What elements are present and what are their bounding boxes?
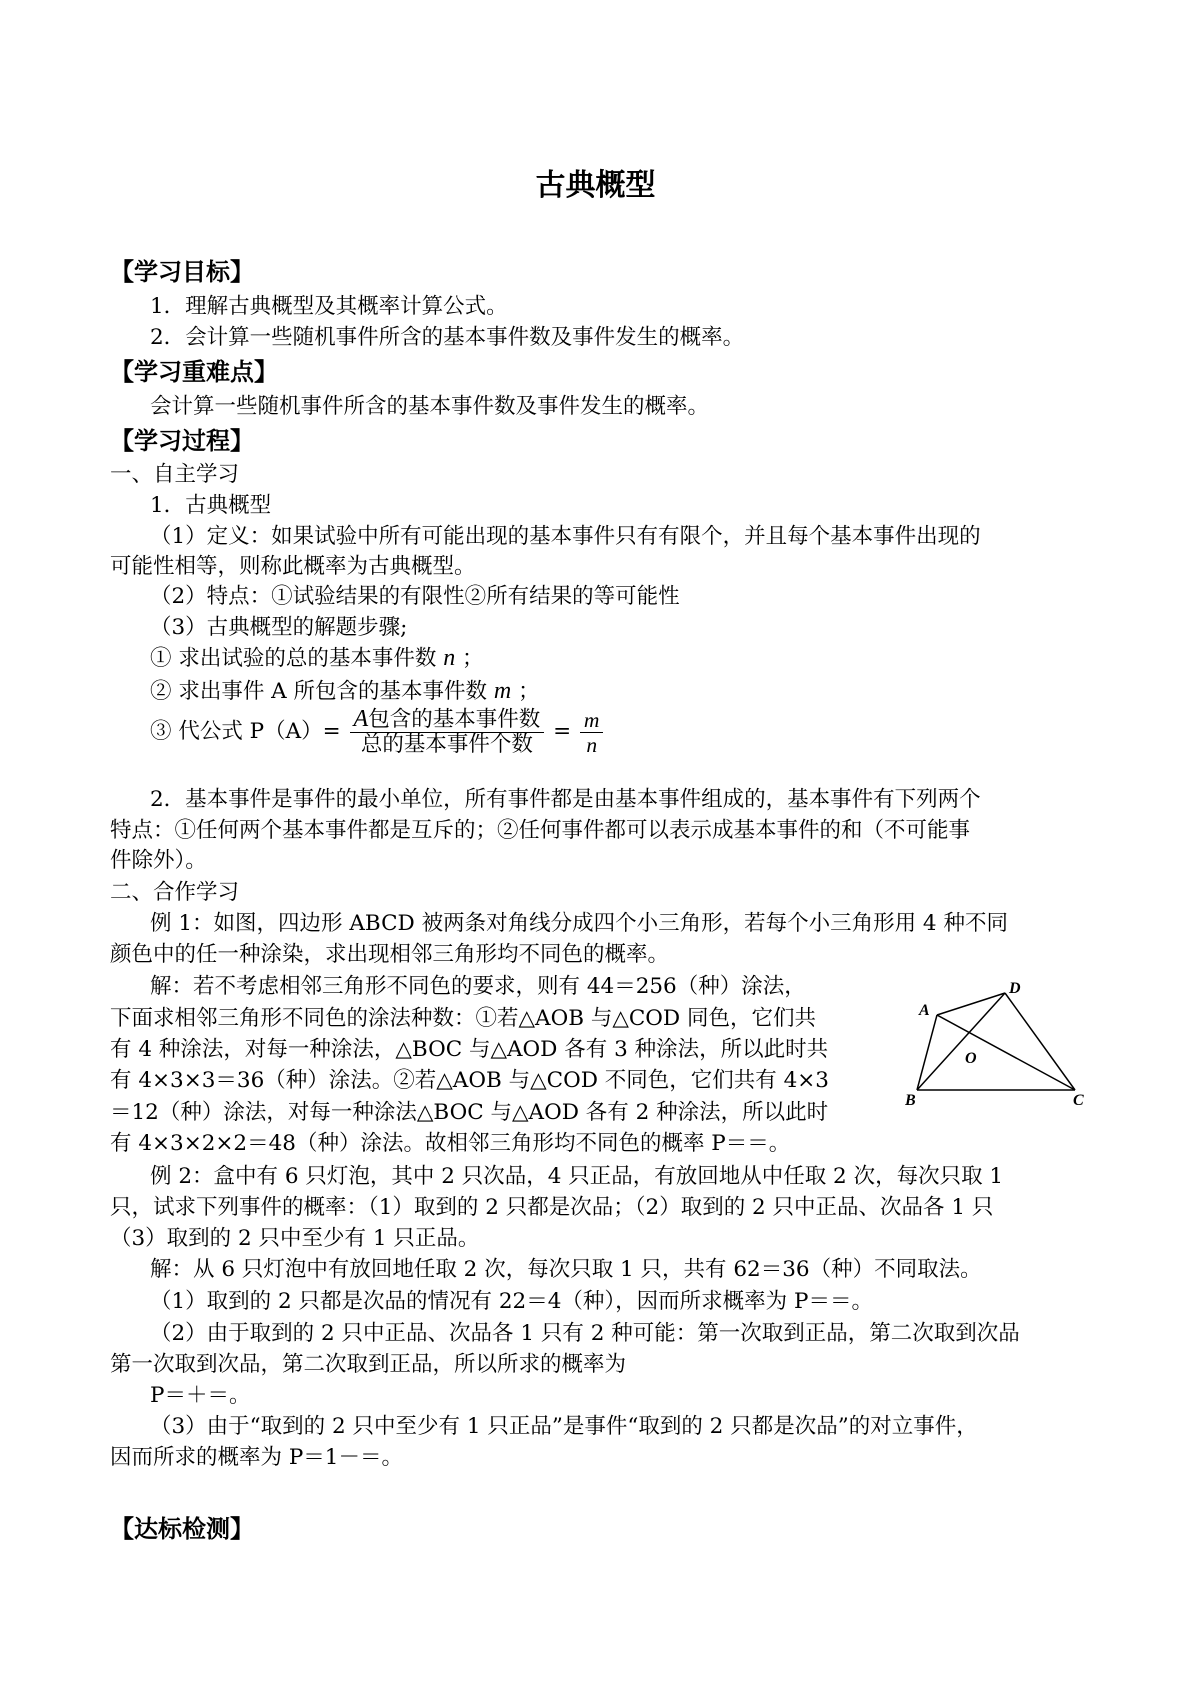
example-2-line-2: 只，试求下列事件的概率：（1）取到的 2 只都是次品；（2）取到的 2 只中正品、次品各 1 只	[110, 1195, 994, 1220]
diagonal-ac	[937, 1015, 1075, 1090]
solution-1-line-3: 有 4 种涂法，对每一种涂法，△BOC 与△AOD 各有 3 种涂法，所以此时共	[110, 1037, 829, 1062]
definition-line-2: 可能性相等，则称此概率为古典概型。	[110, 554, 476, 579]
example-2-line-1: 例 2：盒中有 6 只灯泡，其中 2 只次品，4 只正品，有放回地从中任取 2 次，每次只取 1	[150, 1164, 1004, 1189]
solution-2-line-5: P＝＋＝。	[150, 1383, 251, 1408]
label-d: D	[1009, 980, 1021, 997]
step-2-end: ；	[518, 679, 540, 704]
solution-2-line-2: （1）取到的 2 只都是次品的情况有 22＝4（种），因而所求概率为 P＝＝。	[150, 1289, 873, 1314]
n-denominator: n	[586, 732, 598, 757]
classical-model-subheading: 1．古典概型	[150, 493, 272, 518]
solution-2-line-3: （2）由于取到的 2 只中正品、次品各 1 只有 2 种可能：第一次取到正品，第二次取到次品	[150, 1321, 1020, 1346]
event-a-var: A	[353, 706, 369, 732]
page-title: 古典概型	[535, 168, 656, 203]
steps-line: （3）古典概型的解题步骤;	[150, 615, 408, 640]
part2-heading: 二、合作学习	[110, 880, 240, 905]
solution-1-line-6: 有 4×3×2×2＝48（种）涂法。故相邻三角形均不同色的概率 P＝＝。	[110, 1131, 791, 1156]
example-1-line-1: 例 1：如图，四边形 ABCD 被两条对角线分成四个小三角形，若每个小三角形用 4 种不同	[150, 911, 1008, 936]
example-1-line-2: 颜色中的任一种涂染，求出现相邻三角形均不同色的概率。	[110, 942, 670, 967]
numerator-text: 包含的基本事件数	[368, 707, 541, 732]
solution-1-line-1: 解：若不考虑相邻三角形不同色的要求，则有 44＝256（种）涂法，	[150, 974, 806, 999]
basic-event-line-3: 件除外）。	[110, 848, 207, 873]
fraction-denominator: 总的基本事件个数	[360, 732, 533, 757]
solution-2-line-6: （3）由于“取到的 2 只中至少有 1 只正品”是事件“取到的 2 只都是次品”的对立事件，	[150, 1414, 978, 1439]
edge-dc	[1005, 993, 1075, 1090]
part1-heading: 一、自主学习	[110, 462, 240, 487]
quadrilateral-figure	[905, 975, 1085, 1105]
definition-line-1: （1）定义：如果试验中所有可能出现的基本事件只有有限个，并且每个基本事件出现的	[150, 524, 981, 549]
section-check: 【达标检测】	[110, 1515, 254, 1543]
step-1-end: ；	[462, 646, 484, 671]
step-3-text: ③ 代公式 P（A）=	[150, 719, 341, 744]
step-3-formula	[150, 706, 605, 758]
basic-event-line-2: 特点：①任何两个基本事件都是互斥的；②任何事件都可以表示成基本事件的和（不可能事	[110, 818, 971, 843]
equals-sign: =	[553, 719, 572, 744]
label-b: B	[905, 1092, 916, 1105]
solution-1-line-4: 有 4×3×3＝36（种）涂法。②若△AOB 与△COD 不同色，它们共有 4×3	[110, 1068, 829, 1093]
step-1	[150, 643, 484, 674]
probability-fraction	[350, 707, 545, 757]
label-c: C	[1073, 1092, 1084, 1105]
step-2	[150, 676, 540, 707]
solution-2-line-7: 因而所求的概率为 P＝1－＝。	[110, 1445, 403, 1470]
goal-1: 1．理解古典概型及其概率计算公式。	[150, 294, 508, 319]
label-o: O	[965, 1050, 977, 1067]
features-line: （2）特点：①试验结果的有限性②所有结果的等可能性	[150, 584, 680, 609]
m-numerator: m	[580, 708, 604, 733]
variable-n: n	[443, 645, 456, 671]
m-over-n-fraction	[580, 708, 604, 757]
solution-1-line-5: ＝12（种）涂法，对每一种涂法△BOC 与△AOD 各有 2 种涂法，所以此时	[110, 1100, 829, 1125]
section-keypoints: 【学习重难点】	[110, 358, 278, 386]
section-process: 【学习过程】	[110, 427, 254, 455]
solution-2-line-4: 第一次取到次品，第二次取到正品，所以所求的概率为	[110, 1352, 627, 1377]
solution-2-line-1: 解：从 6 只灯泡中有放回地任取 2 次，每次只取 1 只，共有 62＝36（种）不同取法。	[150, 1257, 982, 1282]
solution-1-line-2: 下面求相邻三角形不同色的涂法种数：①若△AOB 与△COD 同色，它们共	[110, 1006, 817, 1031]
step-2-text: ② 求出事件 A 所包含的基本事件数	[150, 679, 488, 704]
basic-event-line-1: 2．基本事件是事件的最小单位，所有事件都是由基本事件组成的，基本事件有下列两个	[150, 787, 981, 812]
fraction-numerator	[350, 707, 545, 733]
example-2-line-3: （3）取到的 2 只中至少有 1 只正品。	[110, 1226, 480, 1251]
keypoints-text: 会计算一些随机事件所含的基本事件数及事件发生的概率。	[150, 394, 710, 419]
step-1-text: ① 求出试验的总的基本事件数	[150, 646, 437, 671]
label-a: A	[919, 1002, 930, 1019]
goal-2: 2．会计算一些随机事件所含的基本事件数及事件发生的概率。	[150, 325, 745, 350]
section-goals: 【学习目标】	[110, 258, 254, 286]
variable-m: m	[493, 678, 512, 704]
